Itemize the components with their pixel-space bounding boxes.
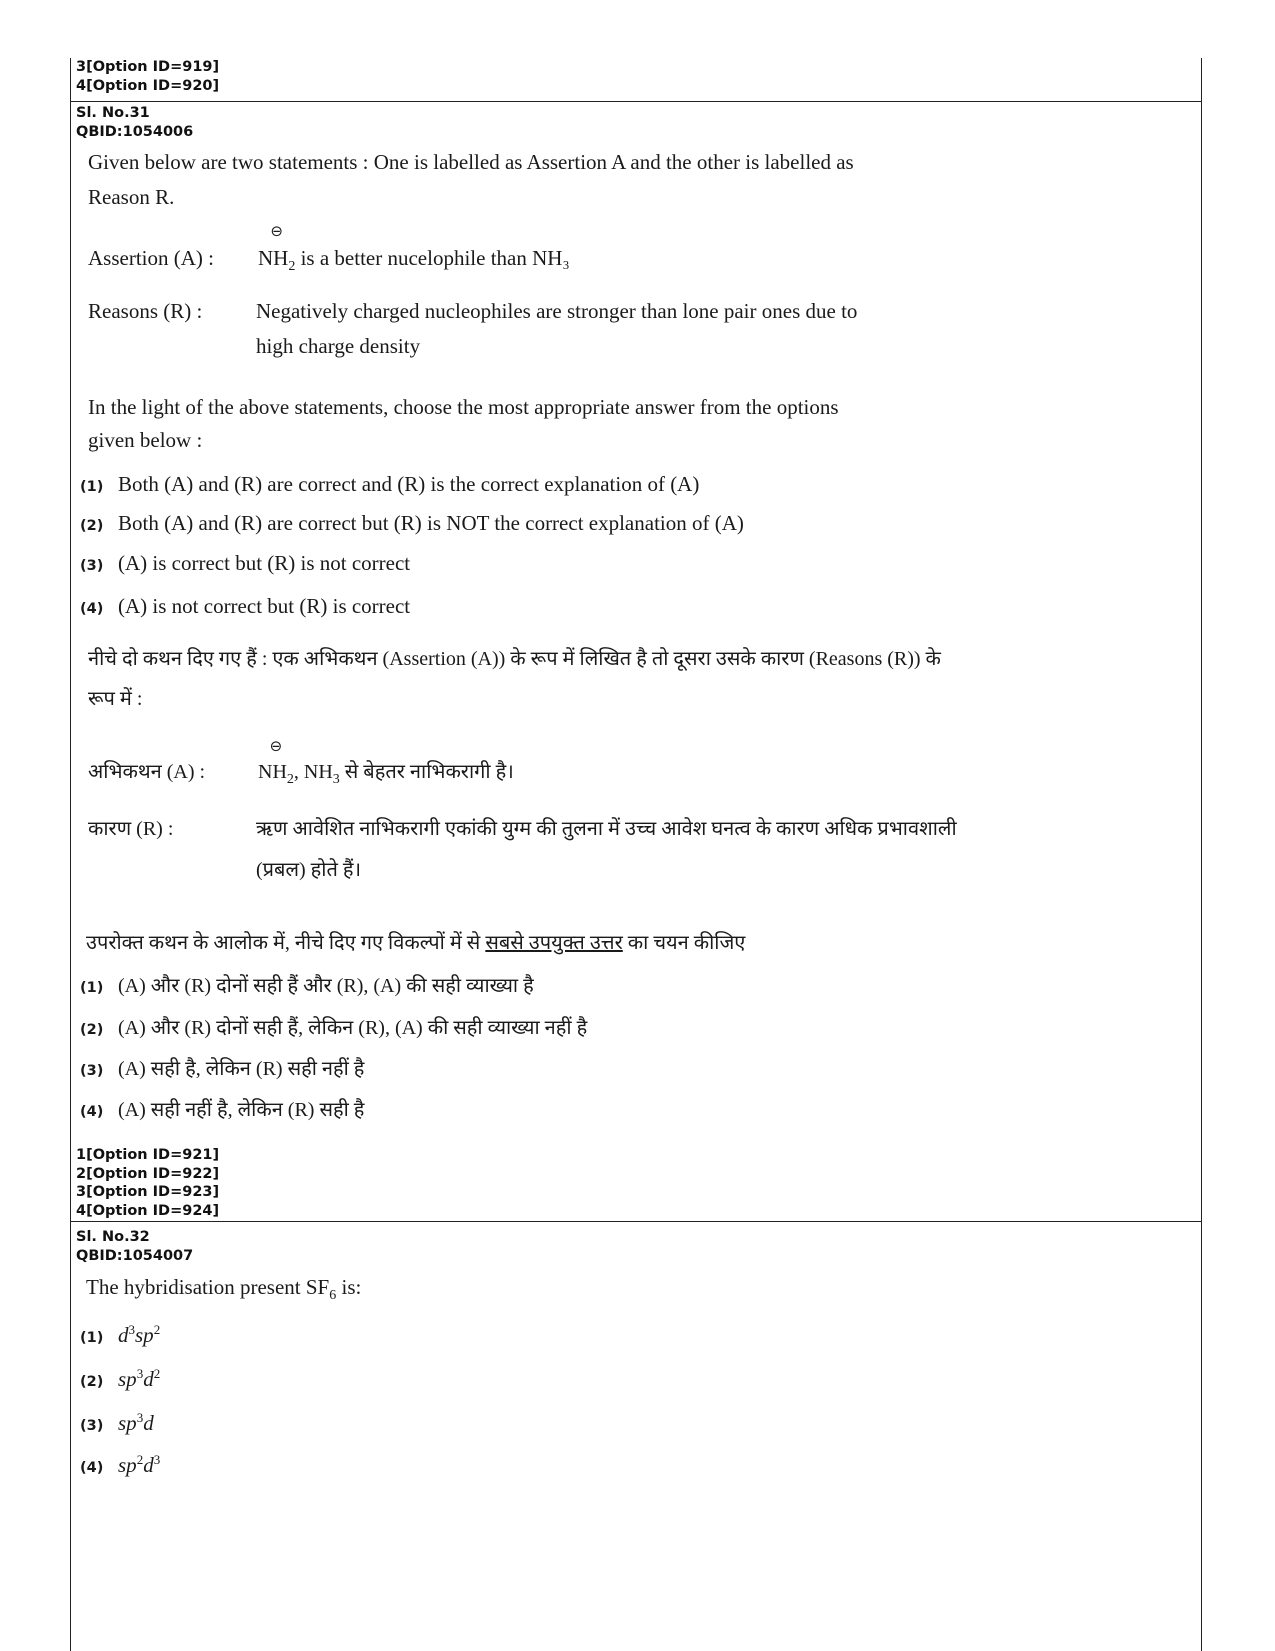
hi-light-line: उपरोक्त कथन के आलोक में, नीचे दिए गए विकल्पों में से सबसे उपयुक्त उत्तर का चयन कीजिए [86,932,746,954]
hi-underlined-phrase: सबसे उपयुक्त उत्तर [485,932,623,954]
hybridisation-formula: $sp^2d^3$ [118,1452,161,1477]
hi-reason-line1: ऋण आवेशित नाभिकरागी एकांकी युग्म की तुलना में उच्च आवेश घनत्व के कारण अधिक प्रभावशाली [256,818,957,840]
serial-number: Sl. No.32 [76,1229,150,1245]
hi-nh2-anion: $NH_2$ ⊖ [258,737,294,787]
q32-option-2[interactable]: (2) $sp^3d^2$ [80,1366,161,1391]
page-frame [70,58,1202,1651]
hi-assertion-statement: $NH_2$ ⊖ , $NH_3$ से बेहतर नाभिकरागी है। [258,737,514,787]
q31-intro-line1: Given below are two statements : One is labelled as Assertion A and the other is labelled as [88,150,854,174]
reason-line1: Negatively charged nucleophiles are stronger than lone pair ones due to [256,299,858,323]
option-id-line: 3[Option ID=923] [76,1184,220,1200]
option-hi-4[interactable]: (4) (A) सही नहीं है, लेकिन (R) सही है [80,1099,365,1121]
q32-option-4[interactable]: (4) $sp^2d^3$ [80,1452,161,1477]
hi-assertion-label: अभिकथन (A) : [88,761,206,783]
qbid: QBID:1054006 [76,123,194,140]
separator-q31 [71,101,1201,102]
option-id-line: 1[Option ID=921] [76,1147,220,1163]
option-id-line: 2[Option ID=922] [76,1165,220,1182]
hi-reason-label: कारण (R) : [88,818,174,840]
nh2-anion: $NH_2$ ⊖ [258,222,296,275]
option-id-line: 4[Option ID=920] [76,77,220,94]
serial-number: Sl. No.31 [76,105,150,121]
q32-question: The hybridisation present $SF_6$ is: [86,1275,362,1304]
separator-q32 [71,1221,1201,1222]
q32-option-3[interactable]: (3) $sp^3d$ [80,1410,154,1435]
hi-intro-line1: नीचे दो कथन दिए गए हैं : एक अभिकथन (Assertion (A)) के रूप में लिखित है तो दूसरा उसके कारण (Reasons (R)) के [88,648,941,670]
q32-header [76,1228,193,1265]
hi-reason-line2: (प्रबल) होते हैं। [256,859,362,881]
hybridisation-formula: $d^3sp^2$ [118,1322,161,1347]
qbid: QBID:1054007 [76,1247,194,1264]
q32-option-1[interactable]: (1) $d^3sp^2$ [80,1322,161,1347]
assertion-label: Assertion (A) : [88,246,214,270]
option-id-line: 4[Option ID=924] [76,1202,220,1219]
reason-line2: high charge density [256,334,421,358]
negative-charge-icon: ⊖ [269,737,283,755]
light-line2: given below : [88,428,203,452]
option-en-2[interactable]: (2) Both (A) and (R) are correct but (R) is NOT the correct explanation of (A) [80,511,744,535]
option-hi-2[interactable]: (2) (A) और (R) दोनों सही हैं, लेकिन (R), (A) की सही व्याख्या नहीं है [80,1017,588,1039]
option-en-1[interactable]: (1) Both (A) and (R) are correct and (R) is the correct explanation of (A) [80,472,700,496]
q31-intro-line2: Reason R. [88,185,175,209]
hi-intro-line2: रूप में : [88,688,143,710]
hybridisation-formula: $sp^3d$ [118,1410,154,1435]
option-hi-1[interactable]: (1) (A) और (R) दोनों सही हैं और (R), (A) की सही व्याख्या है [80,975,534,997]
option-id-line: 3[Option ID=919] [76,59,220,75]
hybridisation-formula: $sp^3d^2$ [118,1366,161,1391]
option-hi-3[interactable]: (3) (A) सही है, लेकिन (R) सही नहीं है [80,1058,365,1080]
option-en-4[interactable]: (4) (A) is not correct but (R) is correct [80,594,411,618]
light-line1: In the light of the above statements, choose the most appropriate answer from the options [88,395,839,419]
reason-label: Reasons (R) : [88,299,203,323]
assertion-statement: $NH_2$ ⊖ is a better nucelophile than NH₃ [258,222,570,275]
top-option-ids [76,58,219,95]
q31-header [76,104,193,141]
negative-charge-icon: ⊖ [270,222,283,240]
q31-option-ids [76,1146,219,1220]
option-en-3[interactable]: (3) (A) is correct but (R) is not correct [80,551,411,575]
